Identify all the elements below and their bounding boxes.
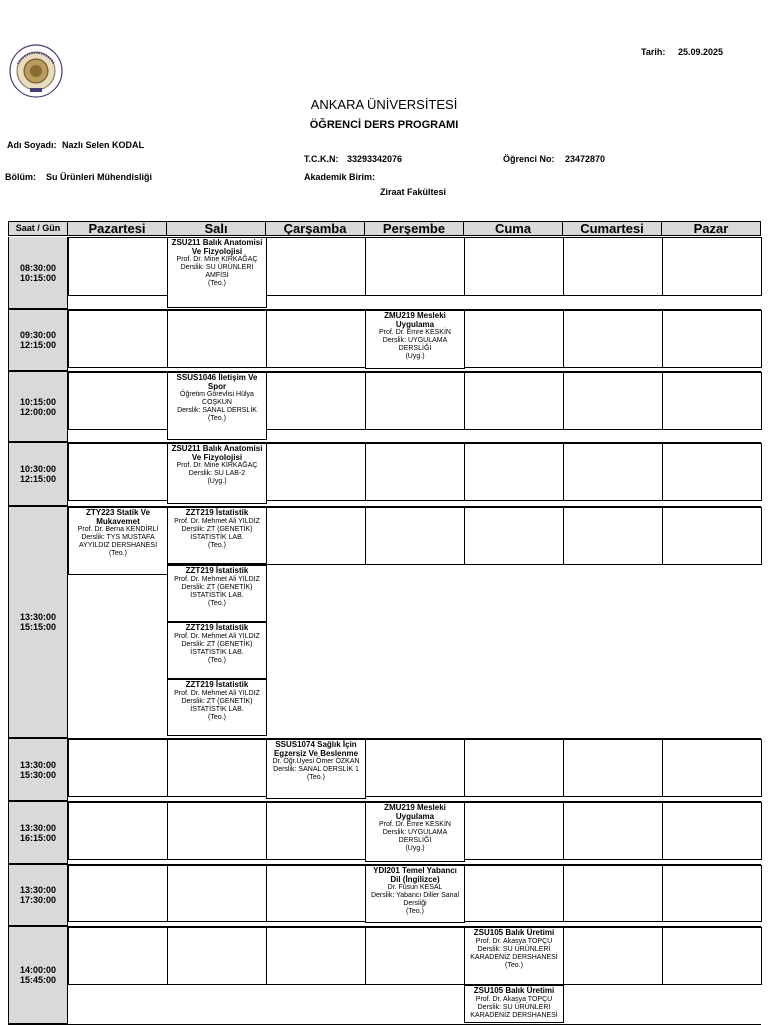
day-header: Perşembe	[364, 221, 464, 236]
course-room: Derslik: SANAL DERSLİK	[177, 407, 257, 414]
course-teacher: Dr. Füsun KESAL	[387, 884, 443, 891]
course-room: Derslik: SU ÜRÜNLERİ AMFİSİ	[180, 264, 254, 279]
schedule-cell	[365, 739, 465, 797]
schedule-cell	[563, 443, 663, 501]
course-teacher: Prof. Dr. Akasya TOPÇU	[475, 937, 553, 945]
day-header: Pazartesi	[67, 221, 167, 236]
university-seal-logo	[8, 44, 64, 98]
schedule-cell	[662, 739, 762, 797]
schedule-cell	[464, 802, 564, 860]
time-end: 15:30:00	[19, 769, 57, 780]
schedule-cell	[464, 507, 564, 565]
course-block[interactable]	[167, 507, 267, 564]
course-block[interactable]	[167, 372, 267, 440]
time-end: 15:15:00	[19, 622, 57, 632]
course-type: (Teo.)	[109, 550, 127, 557]
course-room: Derslik: ZT (GENETİK) İSTATİSTİK LAB.	[181, 697, 253, 713]
schedule-cell	[266, 507, 366, 565]
course-teacher: Prof. Dr. Mehmet Ali YILDIZ	[174, 517, 260, 525]
course-name: ZMU219 Mesleki Uygulama	[384, 803, 446, 821]
course-block[interactable]	[365, 865, 465, 923]
schedule-cell	[365, 443, 465, 501]
course-room: Derslik: ZT (GENETİK) İSTATİSTİK LAB.	[181, 583, 253, 599]
time-slot-cell	[8, 927, 68, 1025]
course-block[interactable]	[167, 679, 267, 736]
schedule-cell	[68, 865, 168, 922]
department-label: Bölüm:	[5, 172, 36, 182]
schedule-cell	[167, 865, 267, 922]
name-label: Adı Soyadı:	[7, 140, 57, 150]
course-teacher: Prof. Dr. Berna KENDİRLİ	[77, 526, 159, 533]
program-title: ÖĞRENCİ DERS PROGRAMI	[309, 119, 459, 131]
schedule-cell	[365, 237, 465, 296]
schedule-cell	[365, 507, 465, 565]
course-teacher: Prof. Dr. Mehmet Ali YILDIZ	[174, 575, 260, 583]
time-end: 10:15:00	[19, 272, 57, 283]
course-name: ZMU219 Mesleki Uygulama	[384, 311, 446, 329]
schedule-cell	[662, 372, 762, 430]
course-teacher: Dr. Öğr.Üyesi Ömer ÖZKAN	[272, 758, 360, 765]
course-type: (Uyg.)	[405, 353, 425, 360]
course-block[interactable]	[167, 622, 267, 679]
course-name: ZSU105 Balık Üretimi	[473, 928, 555, 937]
schedule-cell	[662, 802, 762, 860]
schedule-cell	[662, 443, 762, 501]
course-name: ZZT219 İstatistik	[185, 508, 249, 517]
course-block[interactable]	[464, 927, 564, 985]
schedule-cell	[68, 739, 168, 797]
schedule-cell	[266, 865, 366, 922]
schedule-cell	[662, 927, 762, 985]
time-end: 12:00:00	[19, 406, 57, 417]
corner-header: Saat / Gün	[8, 221, 68, 236]
time-start: 10:15:00	[19, 396, 57, 407]
schedule-cell	[563, 802, 663, 860]
course-room: Derslik: SU LAB-2	[188, 470, 246, 477]
schedule-cell	[464, 865, 564, 922]
university-name: ANKARA ÜNİVERSİTESİ	[310, 97, 458, 112]
course-room: Derslik: SU ÜRÜNLERİ KARADENİZ DERSHANESİ	[470, 1003, 558, 1019]
student-no-value: 23472870	[565, 154, 606, 164]
course-block[interactable]	[266, 739, 366, 799]
course-type: (Teo.)	[208, 656, 226, 664]
time-start: 13:30:00	[19, 885, 57, 895]
day-header: Pazar	[661, 221, 761, 236]
course-block[interactable]	[365, 802, 465, 862]
time-start: 14:00:00	[19, 965, 57, 975]
schedule-cell	[662, 310, 762, 368]
schedule-cell	[464, 237, 564, 296]
time-end: 17:30:00	[19, 895, 57, 905]
schedule-cell	[365, 372, 465, 430]
time-slot-cell	[8, 443, 68, 507]
date-value: 25.09.2025	[678, 47, 724, 57]
course-room: Derslik: ZT (GENETİK) İSTATİSTİK LAB.	[181, 640, 253, 656]
course-room: Derslik: Yabancı Diller Sanal Dersliği	[370, 892, 460, 907]
time-end: 15:45:00	[19, 975, 57, 985]
schedule-cell	[563, 310, 663, 368]
time-slot-cell	[8, 237, 68, 310]
time-slot-cell	[8, 802, 68, 865]
schedule-cell	[266, 237, 366, 296]
course-room: Derslik: UYGULAMA DERSLİĞİ	[382, 829, 448, 844]
course-teacher: Öğretim Görevlisi Hülya COŞKUN	[180, 391, 254, 406]
course-name: ZSU105 Balık Üretimi	[473, 986, 555, 995]
time-slot-cell	[8, 310, 68, 372]
course-type: (Teo.)	[505, 961, 523, 969]
schedule-cell	[68, 310, 168, 368]
schedule-cell	[464, 310, 564, 368]
time-end: 16:15:00	[19, 832, 57, 843]
course-name: YDI201 Temel Yabancı Dil (İngilizce)	[373, 866, 457, 884]
schedule-cell	[365, 927, 465, 985]
course-room: Derslik: SU ÜRÜNLERİ KARADENİZ DERSHANESİ	[470, 945, 558, 961]
time-start: 09:30:00	[19, 330, 57, 340]
course-teacher: Prof. Dr. Akasya TOPÇU	[475, 995, 553, 1003]
schedule-cell	[266, 310, 366, 368]
time-start: 10:30:00	[19, 464, 57, 474]
course-block[interactable]	[167, 443, 267, 504]
schedule-cell	[563, 739, 663, 797]
course-block[interactable]	[167, 237, 267, 308]
schedule-cell	[68, 443, 168, 501]
schedule-cell	[266, 802, 366, 860]
course-name: SSUS1046 İletişim Ve Spor	[176, 373, 258, 391]
course-teacher: Prof. Dr. Mine KIRKAĞAÇ	[176, 256, 258, 263]
department-value: Su Ürünleri Mühendisliği	[46, 172, 153, 182]
tckn-label: T.C.K.N:	[304, 154, 339, 164]
course-type: (Teo.)	[208, 415, 226, 422]
course-type: (Uyg.)	[207, 478, 227, 485]
course-name: ZSU211 Balık Anatomisi Ve Fizyolojisi	[171, 238, 263, 256]
day-header: Salı	[166, 221, 266, 236]
schedule-cell	[662, 507, 762, 565]
course-room: Derslik: SANAL DERSLİK 1	[273, 766, 359, 773]
course-type: (Teo.)	[208, 541, 226, 549]
schedule-cell	[167, 802, 267, 860]
schedule-cell	[563, 507, 663, 565]
course-name: ZZT219 İstatistik	[185, 566, 249, 575]
course-room: Derslik: TYS MUSTAFA AYYILDIZ DERSHANESİ	[78, 534, 158, 549]
schedule-cell	[167, 739, 267, 797]
schedule-cell	[266, 372, 366, 430]
day-header: Çarşamba	[265, 221, 365, 236]
schedule-cell	[464, 443, 564, 501]
course-name: ZTY223 Statik Ve Mukavemet	[85, 508, 151, 526]
schedule-cell	[662, 865, 762, 922]
course-type: (Uyg.)	[405, 845, 425, 852]
course-type: (Teo.)	[307, 774, 325, 781]
day-header: Cumartesi	[562, 221, 662, 236]
course-teacher: Prof. Dr. Mine KIRKAĞAÇ	[176, 462, 258, 469]
course-type: (Teo.)	[208, 599, 226, 607]
schedule-cell	[266, 927, 366, 985]
time-start: 13:30:00	[19, 612, 57, 622]
course-type: (Teo.)	[208, 713, 226, 721]
course-name: SSUS1074 Sağlık İçin Egzersiz Ve Beslenme	[273, 740, 359, 758]
time-end: 12:15:00	[19, 474, 57, 484]
schedule-cell	[563, 927, 663, 985]
time-slot-cell	[8, 372, 68, 443]
time-slot-cell	[8, 507, 68, 739]
course-type: (Teo.)	[406, 908, 424, 915]
schedule-cell	[167, 310, 267, 368]
course-teacher: Prof. Dr. Mehmet Ali YILDIZ	[174, 689, 260, 697]
time-start: 13:30:00	[19, 822, 57, 833]
schedule-cell	[68, 927, 168, 985]
schedule-cell	[464, 372, 564, 430]
schedule-cell	[563, 865, 663, 922]
schedule-cell	[563, 237, 663, 296]
time-slot-cell	[8, 739, 68, 802]
schedule-cell	[464, 739, 564, 797]
date-label: Tarih:	[641, 47, 666, 57]
course-block[interactable]	[167, 565, 267, 622]
course-room: Derslik: ZT (GENETİK) İSTATİSTİK LAB.	[181, 525, 253, 541]
time-start: 08:30:00	[19, 262, 57, 273]
schedule-cell	[266, 443, 366, 501]
course-block[interactable]	[365, 310, 465, 369]
day-header: Cuma	[463, 221, 563, 236]
course-name: ZZT219 İstatistik	[185, 680, 249, 689]
student-no-label: Öğrenci No:	[503, 154, 555, 164]
course-teacher: Prof. Dr. Mehmet Ali YILDIZ	[174, 632, 260, 640]
unit-label: Akademik Birim:	[304, 172, 376, 182]
course-name: ZZT219 İstatistik	[185, 623, 249, 632]
schedule-cell	[68, 237, 168, 296]
course-room: Derslik: UYGULAMA DERSLİĞİ	[382, 337, 448, 352]
course-name: ZSU211 Balık Anatomisi Ve Fizyolojisi	[171, 444, 263, 462]
name-value: Nazlı Selen KODAL	[62, 140, 145, 150]
time-slot-cell	[8, 865, 68, 927]
course-type: (Teo.)	[208, 280, 226, 287]
schedule-cell	[563, 372, 663, 430]
schedule-cell	[68, 802, 168, 860]
course-teacher: Prof. Dr. Emre KESKİN	[379, 821, 451, 828]
course-block[interactable]	[68, 507, 168, 575]
course-block[interactable]	[464, 985, 564, 1023]
time-start: 13:30:00	[19, 759, 57, 770]
time-end: 12:15:00	[19, 340, 57, 350]
schedule-cell	[662, 237, 762, 296]
tckn-value: 33293342076	[347, 154, 403, 164]
course-teacher: Prof. Dr. Emre KESKİN	[379, 329, 451, 336]
unit-value: Ziraat Fakültesi	[380, 187, 447, 197]
schedule-cell	[167, 927, 267, 985]
schedule-cell	[68, 372, 168, 430]
